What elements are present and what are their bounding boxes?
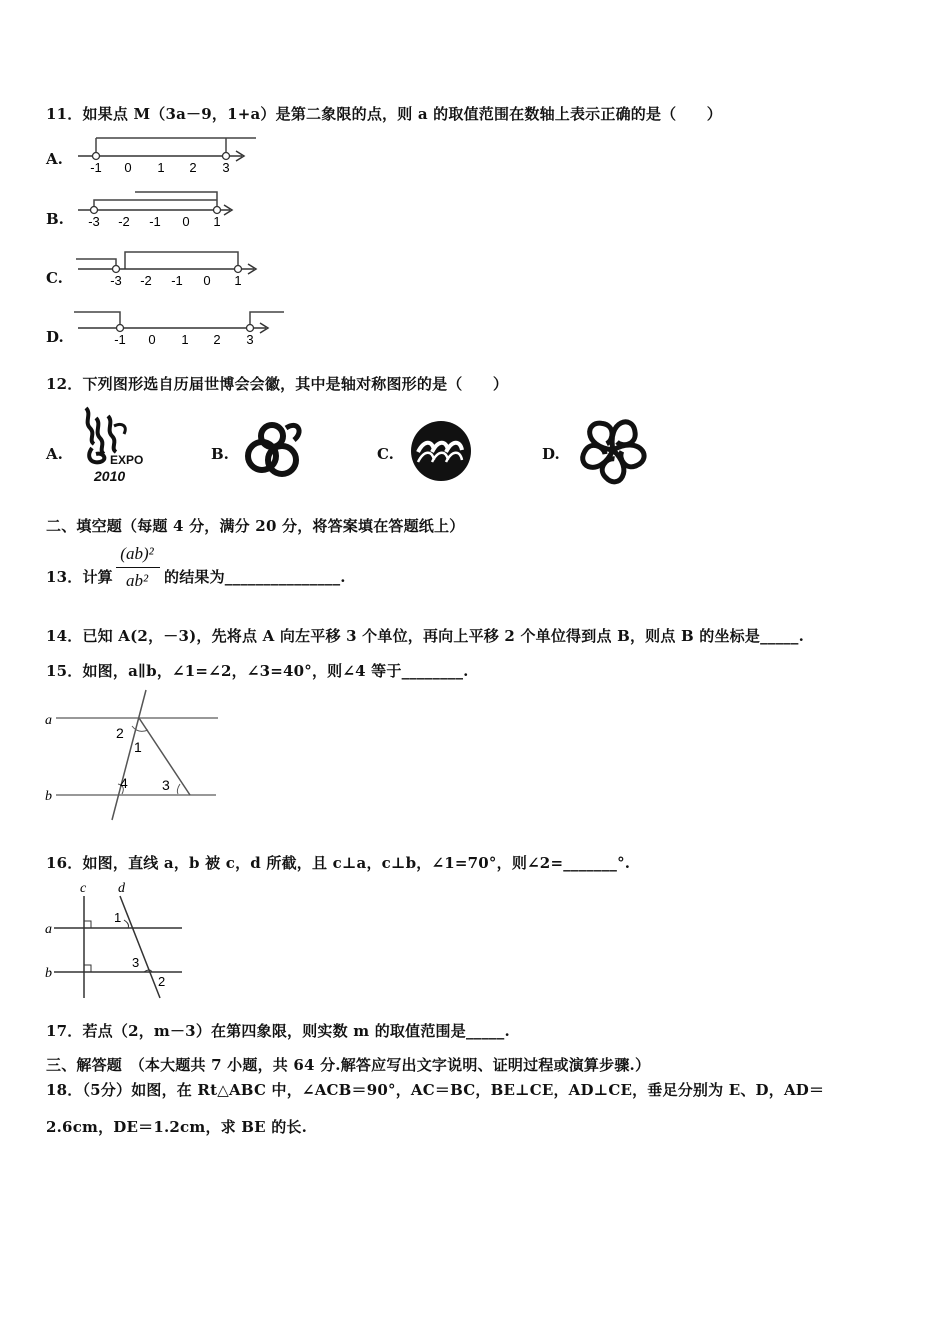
q12-option-b-label: B. (211, 445, 229, 463)
q13-suffix: 的结果为_______________. (164, 568, 346, 586)
q12-option-d-label: D. (542, 445, 560, 463)
q13-numerator: (ab)² (120, 544, 154, 563)
angle-label: 3 (132, 955, 140, 970)
expo-text: EXPO (110, 453, 144, 467)
angle-label: 1 (134, 739, 142, 755)
tick: -3 (110, 273, 122, 288)
line-label: a (45, 713, 52, 728)
q11-number-line-d (70, 306, 290, 348)
tick: 0 (182, 214, 190, 229)
angle-label: 1 (114, 910, 122, 925)
q11-option-c-label: C. (46, 269, 63, 287)
expo-year: 2010 (94, 468, 126, 484)
q18-text-line-2: 2.6cm，DE＝1.2cm，求 BE 的长. (46, 1118, 308, 1136)
tick: 2 (189, 160, 197, 175)
q12-option-a-label: A. (46, 445, 63, 463)
tick: -1 (149, 214, 161, 229)
angle-label: 4 (120, 775, 128, 791)
tick: 0 (148, 332, 156, 347)
q13-prefix: 13．计算 (46, 568, 113, 586)
tick: -2 (140, 273, 152, 288)
q18-text-line-1: 18．（5分）如图，在 Rt△ABC 中，∠ACB＝90°，AC＝BC，BE⊥CE，AD⊥CE，垂足分别为 E、D，AD＝ (46, 1081, 825, 1099)
line-label: d (118, 881, 125, 896)
q16-figure (40, 878, 200, 1002)
line-label: a (45, 922, 52, 937)
line-label: b (45, 789, 52, 804)
tick: 3 (222, 160, 230, 175)
tick: 1 (234, 273, 242, 288)
q16-text: 16．如图，直线 a，b 被 c，d 所截，且 c⊥a，c⊥b，∠1=70°，则∠2=_______°. (46, 854, 631, 872)
angle-label: 2 (116, 725, 124, 741)
q11-option-a-label: A. (46, 150, 63, 168)
tick: -1 (90, 160, 102, 175)
expo-rings-logo-icon (242, 418, 308, 482)
line-label: c (80, 881, 87, 896)
tick: 2 (213, 332, 221, 347)
tick: 1 (213, 214, 221, 229)
angle-label: 3 (162, 777, 170, 793)
angle-label: 2 (158, 974, 166, 989)
q11-number-line-a (70, 134, 270, 176)
section-2-heading: 二、填空题（每题 4 分，满分 20 分，将答案填在答题纸上） (46, 517, 465, 535)
tick: -2 (118, 214, 130, 229)
tick: 3 (246, 332, 254, 347)
q11-option-d-label: D. (46, 328, 64, 346)
section-3-heading: 三、解答题 （本大题共 7 小题，共 64 分.解答应写出文字说明、证明过程或演算步骤.） (46, 1056, 651, 1074)
expo-shanghai-logo-icon (78, 404, 154, 484)
expo-waves-logo-icon (410, 420, 472, 482)
q17-text: 17．若点（2，m－3）在第四象限，则实数 m 的取值范围是_____. (46, 1022, 510, 1040)
q13-fraction-bar (116, 567, 160, 568)
q11-text: 11．如果点 M（3a－9，1+a）是第二象限的点，则 a 的取值范围在数轴上表示正确的是（ ） (46, 105, 722, 123)
q12-option-c-label: C. (377, 445, 394, 463)
tick: 0 (124, 160, 132, 175)
line-label: b (45, 966, 52, 981)
q11-number-line-b (70, 188, 270, 230)
q13-denominator: ab² (125, 571, 149, 590)
q15-text: 15．如图，a∥b，∠1=∠2，∠3=40°，则∠4 等于________. (46, 662, 469, 680)
tick: 1 (181, 332, 189, 347)
q11-option-b-label: B. (46, 210, 64, 228)
tick: -3 (88, 214, 100, 229)
tick: 1 (157, 160, 165, 175)
q11-number-line-c (70, 247, 270, 289)
q14-text: 14．已知 A(2，－3)，先将点 A 向左平移 3 个单位，再向上平移 2 个单位得到点 B，则点 B 的坐标是_____. (46, 627, 804, 645)
q12-text: 12．下列图形选自历届世博会会徽，其中是轴对称图形的是（ ） (46, 375, 509, 393)
tick: -1 (114, 332, 126, 347)
tick: -1 (171, 273, 183, 288)
tick: 0 (203, 273, 211, 288)
expo-flower-logo-icon (574, 414, 652, 486)
q15-figure (40, 686, 230, 824)
